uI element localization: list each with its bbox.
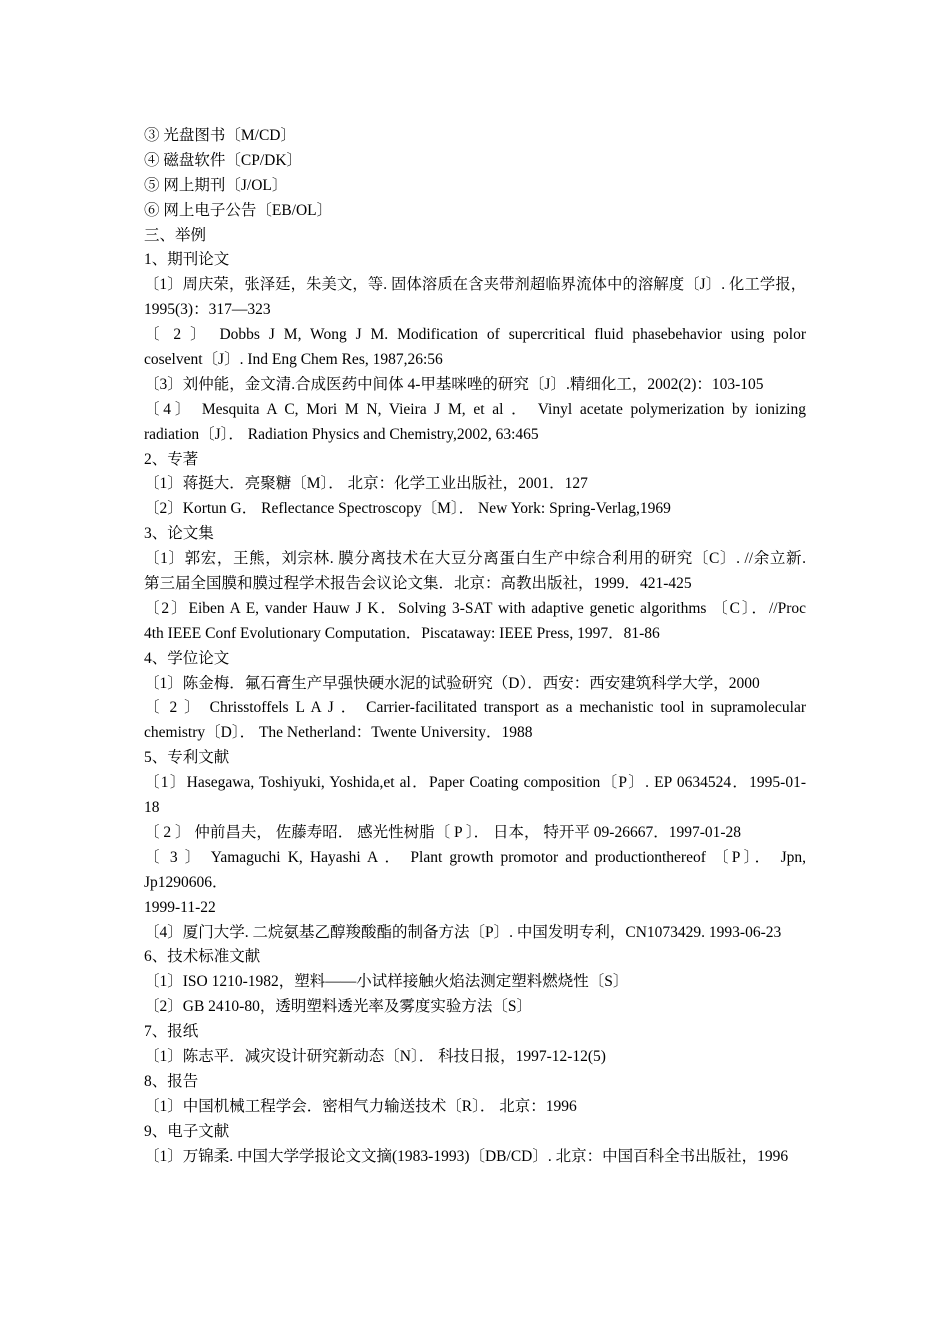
category-heading: 5、专利文献 xyxy=(144,749,230,767)
reference-line: radiation〔J〕． Radiation Physics and Chemistry,2002, 63:465 xyxy=(144,425,539,443)
reference-line: 〔1〕周庆荣，张泽廷，朱美文，等. 固体溶质在含夹带剂超临界流体中的溶解度〔J〕. 化工学报， xyxy=(144,276,806,294)
reference-line: 〔 3 〕 Yamaguchi K, Hayashi A ． Plant growth promotor and productionthereof 〔P〕． Jpn, xyxy=(144,848,806,866)
reference-line: 〔1〕陈志平．减灾设计研究新动态〔N〕． 科技日报，1997-12-12(5) xyxy=(144,1047,606,1065)
reference-line: coselvent〔J〕. Ind Eng Chem Res, 1987,26:56 xyxy=(144,351,443,369)
reference-line: Jp1290606． xyxy=(144,873,228,891)
reference-line: 〔 2 〕 Dobbs J M, Wong J M. Modification of supercritical fluid phasebehavior using polor xyxy=(144,326,806,344)
reference-line: 1995(3)：317—323 xyxy=(144,301,271,319)
reference-line: 18 xyxy=(144,799,160,817)
reference-line: 〔1〕郭宏，王熊，刘宗林. 膜分离技术在大豆分离蛋白生产中综合利用的研究〔C〕. //余立新. xyxy=(144,550,806,568)
category-heading: 7、报纸 xyxy=(144,1023,199,1041)
reference-line: 第三届全国膜和膜过程学术报告会议论文集．北京：高教出版社，1999．421-425 xyxy=(144,575,692,593)
reference-line: 〔2〕GB 2410-80，透明塑料透光率及雾度实验方法〔S〕 xyxy=(144,998,532,1016)
category-heading: 4、学位论文 xyxy=(144,649,230,667)
reference-line: 〔2〕Eiben A E, vander Hauw J K．Solving 3-SAT with adaptive genetic algorithms 〔C〕．//Proc xyxy=(144,599,806,617)
reference-line: 〔1〕蒋挺大．亮聚糖〔M〕． 北京：化学工业出版社，2001．127 xyxy=(144,475,588,493)
reference-line: 〔3〕刘仲能，金文清.合成医药中间体 4-甲基咪唑的研究〔J〕.精细化工，2002(2)：103-105 xyxy=(144,375,764,393)
reference-line: 〔 2 〕 仲前昌夫， 佐藤寿昭． 感光性树脂〔 P 〕． 日本， 特开平 09-26667．1997-01-28 xyxy=(144,823,742,841)
section-heading: 三、举例 xyxy=(144,226,207,244)
reference-line: 〔1〕ISO 1210-1982，塑料——小试样接触火焰法测定塑料燃烧性〔S〕 xyxy=(144,973,629,991)
reference-line: 〔1〕万锦柔. 中国大学学报论文文摘(1983-1993)〔DB/CD〕. 北京：中国百科全书出版社，1996 xyxy=(144,1147,789,1165)
category-heading: 3、论文集 xyxy=(144,525,214,543)
format-item: ③ 光盘图书〔M/CD〕 xyxy=(144,127,296,144)
category-heading: 8、报告 xyxy=(144,1072,199,1090)
category-heading: 6、技术标准文献 xyxy=(144,948,261,966)
reference-line: 〔4〕 Mesquita A C, Mori M N, Vieira J M, et al ． Vinyl acetate polymerization by ionizing xyxy=(144,400,806,418)
category-heading: 9、电子文献 xyxy=(144,1122,230,1140)
reference-line: 〔1〕中国机械工程学会．密相气力输送技术〔R〕． 北京：1996 xyxy=(144,1097,577,1115)
format-item: ⑤ 网上期刊〔J/OL〕 xyxy=(144,176,288,194)
document-body xyxy=(144,124,806,1169)
reference-line: chemistry〔D〕． The Netherland：Twente University．1988 xyxy=(144,724,533,742)
reference-line: 4th IEEE Conf Evolutionary Computation．Piscataway: IEEE Press, 1997．81-86 xyxy=(144,624,660,642)
format-item: ⑥ 网上电子公告〔EB/OL〕 xyxy=(144,201,333,219)
reference-line: 〔1〕Hasegawa, Toshiyuki, Yoshida,et al．Paper Coating composition〔P〕. EP 0634524．1995-01- xyxy=(144,774,806,792)
category-heading: 1、期刊论文 xyxy=(144,251,230,269)
reference-line: 〔2〕Kortun G． Reflectance Spectroscopy〔M〕． New York: Spring-Verlag,1969 xyxy=(144,500,671,518)
reference-line: 〔4〕厦门大学. 二烷氨基乙醇羧酸酯的制备方法〔P〕. 中国发明专利，CN1073429. 1993-06-23 xyxy=(144,923,782,941)
reference-line: 1999-11-22 xyxy=(144,898,216,916)
category-heading: 2、专著 xyxy=(144,450,199,468)
reference-line: 〔1〕陈金梅．氟石膏生产早强快硬水泥的试验研究（D）．西安：西安建筑科学大学，2000 xyxy=(144,674,760,692)
reference-line: 〔 2 〕 Chrisstoffels L A J ． Carrier-facilitated transport as a mechanistic tool in supramolecular xyxy=(144,699,806,717)
format-item: ④ 磁盘软件〔CP/DK〕 xyxy=(144,151,303,169)
